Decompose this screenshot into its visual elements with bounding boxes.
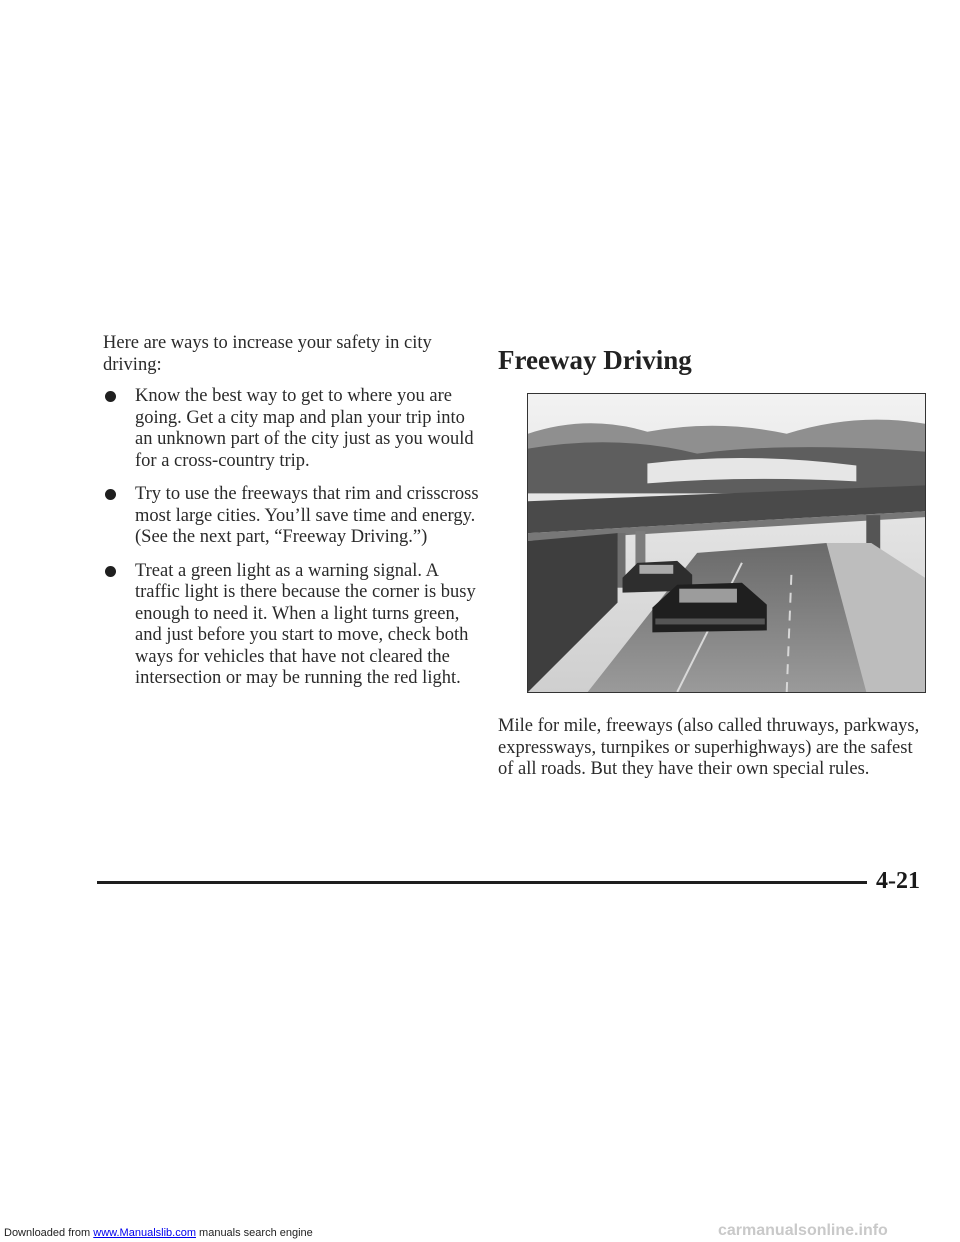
freeway-illustration-icon <box>528 394 925 692</box>
bullet-icon <box>105 391 116 402</box>
footer-suffix: manuals search engine <box>195 1227 313 1239</box>
footer-prefix: Downloaded from <box>4 1227 94 1239</box>
manualslib-link[interactable]: www.Manualslib.com <box>93 1227 196 1239</box>
list-item-text: Know the best way to get to where you are going. Get a city map and plan your trip into an unknown part of the city just as you would for a cross-country trip. <box>135 386 474 471</box>
watermark: carmanualsonline.info <box>718 1222 888 1239</box>
intro-text: Here are ways to increase your safety in city driving: <box>103 333 432 375</box>
list-item-text: Treat a green light as a warning signal. A traffic light is there because the corner is busy enough to need it. When a light turns green, and just before you start to move, check both ways for vehicles that have not cleared the intersection or may be running the red light. <box>135 560 476 688</box>
list-item <box>103 484 483 549</box>
download-footer <box>4 1227 313 1239</box>
bullet-icon <box>105 489 116 500</box>
right-column <box>498 344 928 376</box>
freeway-illustration <box>527 393 926 693</box>
list-item-text: Try to use the freeways that rim and crisscross most large cities. You’ll save time and energy. (See the next part, “Freeway Driving.”) <box>135 484 479 547</box>
section-heading: Freeway Driving <box>498 345 692 375</box>
list-item <box>103 386 483 472</box>
bullet-icon <box>105 566 116 577</box>
freeway-caption: Mile for mile, freeways (also called thruways, parkways, expressways, turnpikes or superhighways) are the safest of all roads. But they have their own special rules. <box>498 716 920 779</box>
footer-rule <box>97 881 867 884</box>
page-number: 4-21 <box>876 868 920 894</box>
left-column <box>103 333 483 702</box>
safety-tips-list <box>103 386 483 690</box>
list-item <box>103 561 483 690</box>
